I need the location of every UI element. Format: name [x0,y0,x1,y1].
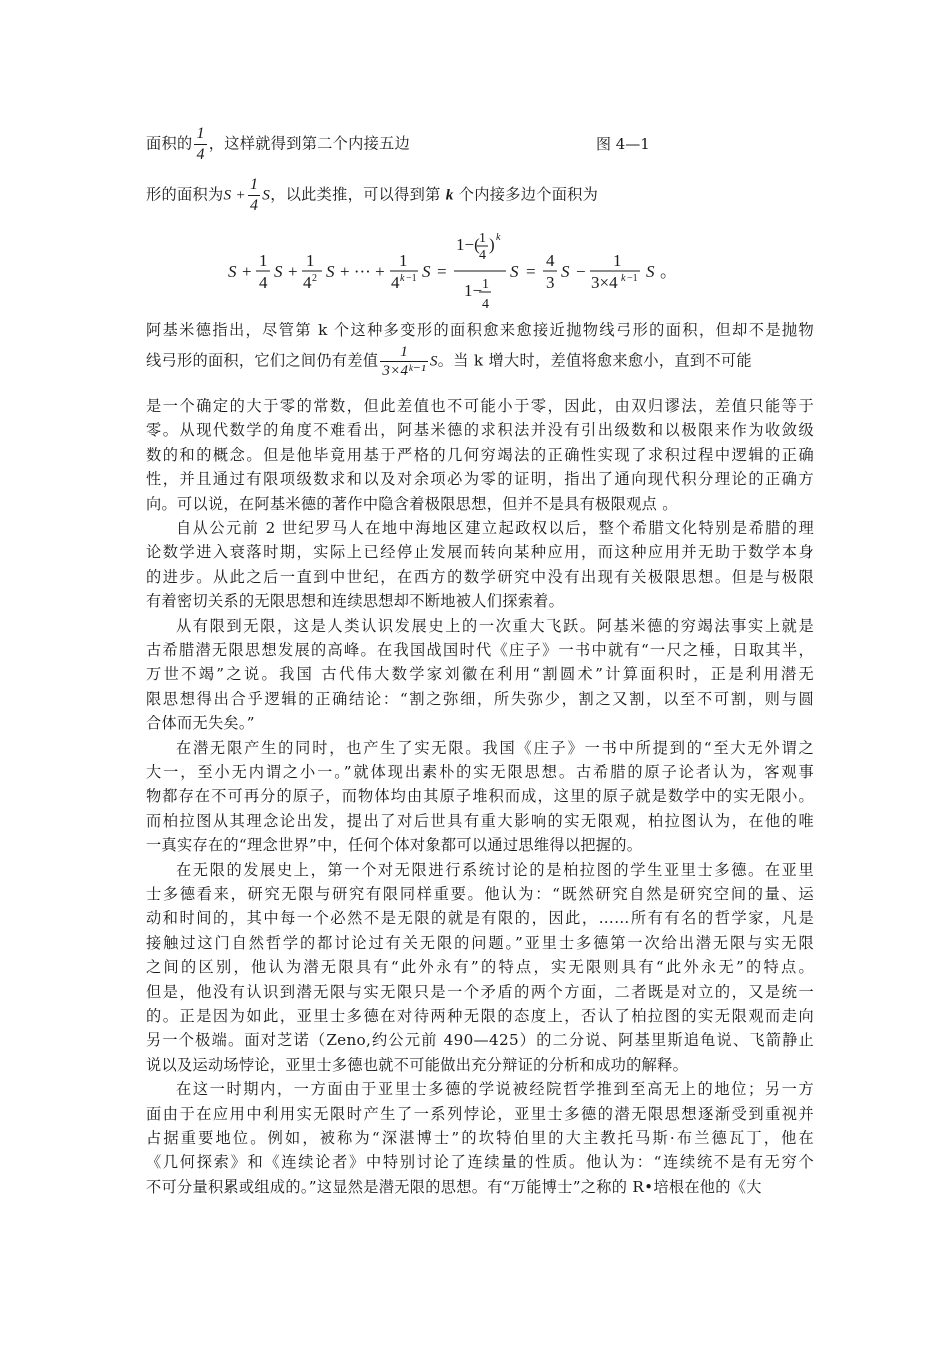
svg-text:S: S [646,262,655,281]
svg-text:4: 4 [482,297,489,312]
svg-text:S: S [228,262,237,281]
svg-text:3×4: 3×4 [591,273,618,292]
svg-text:4: 4 [479,248,486,263]
svg-text:1: 1 [306,251,315,270]
svg-text:。: 。 [660,262,677,281]
paragraph-line: 另一个极端。面对芝诺（Zeno,约公元前 490—425）的二分说、阿基里斯追龟说、飞箭静止 [146,1031,814,1050]
svg-text:=: = [437,262,447,281]
paragraph-line: 一真实存在的“理念世界”中，任何个体对象都可以通过思维得以把握的。 [146,836,643,855]
paragraph-line: 士多德看来，研究无限与研究有限同样重要。他认为：“既然研究自然是研究空间的量、运 [146,885,814,903]
svg-text:=: = [526,262,536,281]
svg-text:2: 2 [312,273,317,284]
paragraph-line: 的。正是因为如此，亚里士多德在对待两种无限的态度上，否认了柏拉图的实无限观而走向 [146,1007,814,1025]
svg-text:3: 3 [546,273,555,292]
svg-text:S: S [274,262,283,281]
svg-text:1−: 1− [464,281,483,300]
paragraph-line: 之间的区别，他认为潜无限具有“此外永有”的特点，实无限则具有“此外永无”的特点。 [146,958,814,977]
paragraph-line: 合体而无失矣。” [146,714,255,733]
paragraph-line: 在潜无限产生的同时，也产生了实无限。我国《庄子》一书中所提到的“至大无外谓之 [176,738,814,757]
paragraph-line: 接触过这门自然哲学的都讨论过有关无限的问题。”亚里士多德第一次给出潜无限与实无限 [146,933,814,952]
svg-text:4: 4 [259,273,268,292]
series-formula [226,228,696,314]
paragraph-line: 限思想得出合乎逻辑的正确结论：“割之弥细，所失弥少，割之又割，以至不可割，则与圆 [146,689,814,708]
paragraph-line: 有着密切关系的无限思想和连续思想却不断地被人们探索着。 [146,592,565,611]
svg-text:1: 1 [399,251,408,270]
paragraph-line: 论数学进入衰落时期，实际上已经停止发展而转向某种应用，而这种应用并无助于数学本身 [146,543,814,562]
svg-text:S: S [561,262,570,281]
paragraph-line: 面由于在应用中利用实无限时产生了一系列悖论，亚里士多德的潜无限思想逐渐受到重视并 [146,1104,814,1123]
expr-s: S [262,186,271,204]
area-text-pre: 形的面积为 [146,185,224,204]
paragraph-line: 物都存在不可再分的原子，而物体均由其原子堆积而成，这里的原子就是数学中的实无限小。 [146,787,814,806]
svg-text:1−(: 1−( [456,235,480,254]
expr-s-diff: S [429,352,438,370]
svg-text:1: 1 [479,231,486,246]
paragraph-line: 的进步。从此之后一直到中世纪，在西方的数学研究中没有出现有关极限思想。但是与极限 [146,567,814,586]
paragraph-line: 古希腊潜无限思想发展的高峰。在我国战国时代《庄子》一书中就有“一尺之棰，日取其半， [146,641,814,659]
svg-text:S: S [510,262,519,281]
paragraph-line: 零。从现代数学的角度不难看出，阿基米德的求积法并没有引出级数和以极限来作为收敛级 [146,421,814,440]
paragraph-line: 自从公元前 2 世纪罗马人在地中海地区建立起政权以后，整个希腊文化特别是希腊的理 [176,519,814,537]
svg-text:4: 4 [391,273,400,292]
area-text-post2: 个内接多边个面积为 [458,185,599,204]
paragraph-line: 而柏拉图从其理念论出发，提出了对后世具有重大影响的实无限观，柏拉图认为，在他的唯 [146,811,814,830]
paragraph-line: 大一，至小无内谓之小一。”就体现出素朴的实无限思想。古希腊的原子论者认为，客观事 [146,763,814,781]
svg-text:−1: −1 [406,273,417,284]
svg-text:+: + [288,262,298,281]
svg-text:−1: −1 [627,273,638,284]
svg-text:−: − [576,262,586,281]
paragraph-line: 动和时间的，其中每一个必然不是无限的就是有限的，因此，……所有有名的哲学家，凡是 [146,909,814,928]
paragraph-line: 数的和的概念。但是他毕竟用基于严格的几何穷竭法的正确性实现了求积过程中逻辑的正确 [146,445,814,464]
paragraph-line: 是一个确定的大于零的常数，但此差值也不可能小于零，因此，由双归谬法，差值只能等于 [146,397,814,415]
diff-text-pre: 线弓形的面积，它们之间仍有差值 [146,351,379,370]
paragraph-line: 占据重要地位。例如，被称为“深湛博士”的坎特伯里的大主教托马斯·布兰德瓦丁，他在 [146,1129,814,1147]
paragraph-line: 性，并且通过有限项级数求和以及对余项必为零的证明，指出了通向现代积分理论的正确方 [146,470,814,489]
header-text-pre: 面积的 [146,134,193,153]
paragraph-line: 说以及运动场悖论，亚里士多德也就不可能做出充分辩证的分析和成功的解释。 [146,1055,689,1074]
svg-text:4: 4 [546,251,555,270]
area-line [146,175,814,216]
svg-text:k: k [621,273,626,284]
svg-text:k: k [496,232,501,243]
para-intro-line2 [146,343,814,389]
paragraph-line: 但是，他没有认识到潜无限与实无限只是一个矛盾的两个方面，二者既是对立的，又是统一 [146,982,814,1001]
paragraph-line: 从有限到无限，这是人类认识发展史上的一次重大飞跃。阿基米德的穷竭法事实上就是 [176,616,814,635]
fraction-one-quarter: $\frac{1}{4}$ [196,125,205,163]
paragraph-line: 《几何探索》和《连续论者》中特别讨论了连续量的性质。他认为：“连续统不是有无穷个 [146,1153,814,1172]
svg-text:k: k [400,273,405,284]
fraction-difference: $\frac{1}{\text{3×4ᵏ⁻¹}}$ [382,344,426,379]
diff-text-post: 。当 k 增大时，差值将愈来愈小，直到不可能 [437,351,752,370]
header-line [146,124,814,165]
svg-text:S: S [326,262,335,281]
paragraph-line: 万世不竭”之说。我国 古代伟大数学家刘徽在利用“割圆术”计算面积时，正是利用潜无 [146,665,814,684]
svg-text:1: 1 [259,251,268,270]
svg-text:4: 4 [303,273,312,292]
svg-text:1: 1 [482,277,489,292]
svg-text:+ ··· +: + ··· + [340,262,385,281]
svg-text:1: 1 [613,251,622,270]
expr-s-plus: S + [223,186,246,204]
svg-text:S: S [422,262,431,281]
header-text-post: ，这样就得到第二个内接五边 [208,134,411,153]
figure-label: 图 4—1 [596,135,650,153]
area-text-post: ，以此类推，可以得到第 [270,185,441,204]
variable-k: k [445,186,454,204]
paragraph-line: 在无限的发展史上，第一个对无限进行系统讨论的是柏拉图的学生亚里士多德。在亚里 [176,860,814,879]
svg-text:): ) [489,235,495,254]
svg-text:+: + [242,262,252,281]
para-intro-line1: 阿基米德指出，尽管第 k 个这种多变形的面积愈来愈接近抛物线弓形的面积，但却不是抛物 [146,321,814,339]
paragraph-line: 不可分量积累或组成的。”这显然是潜无限的思想。有“万能博士”之称的 R•培根在他的《大 [146,1177,762,1196]
paragraph-line: 在这一时期内，一方面由于亚里士多德的学说被经院哲学推到至高无上的地位；另一方 [176,1080,814,1099]
paragraph-line: 向。可以说，在阿基米德的著作中隐含着极限思想，但并不是具有极限观点 。 [146,494,678,513]
fraction-one-quarter-2: $\frac{1}{4}$ [249,176,259,214]
